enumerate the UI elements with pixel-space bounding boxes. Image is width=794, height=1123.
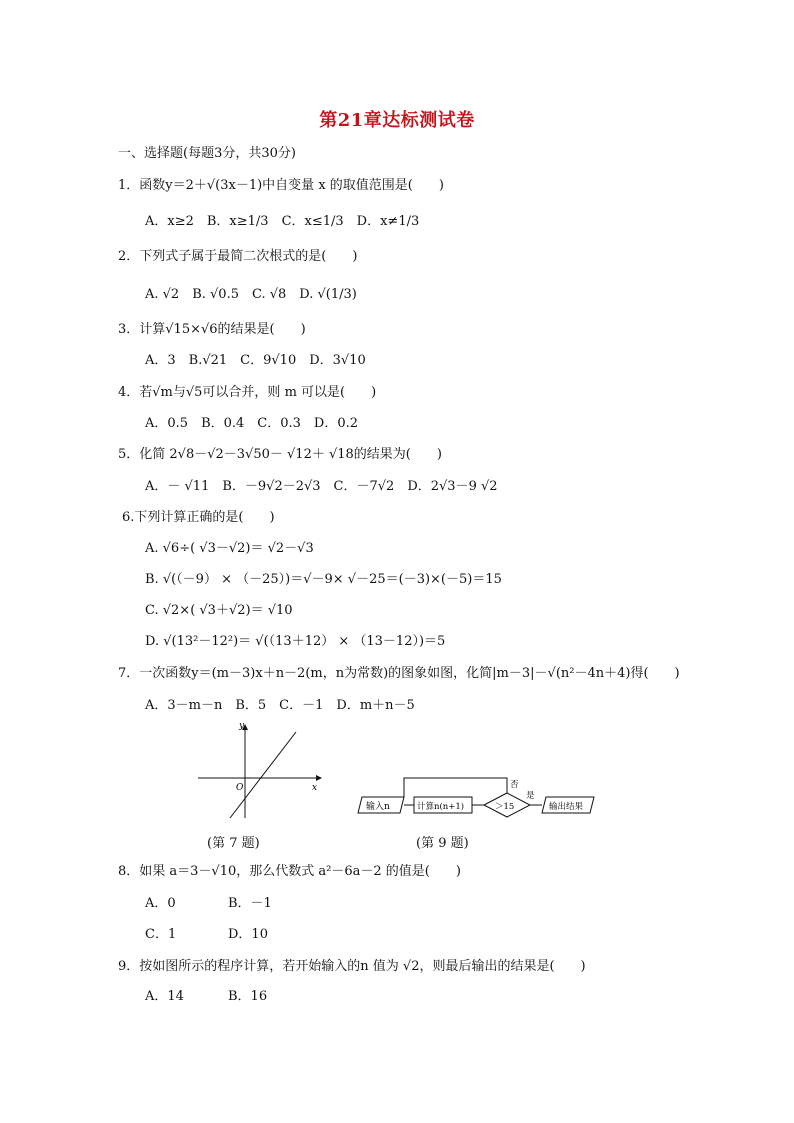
x-axis-label: x <box>312 783 318 793</box>
question-9-option-b: B．16 <box>228 989 268 1004</box>
question-6-option-b: B. √(（－9） × （－25）)＝√－9× √－25＝(－3)×(－5)＝15 <box>145 572 502 587</box>
question-6-option-d: D. √(13²－12²)＝ √(（13＋12） × （13－12）)＝5 <box>145 634 446 649</box>
question-9-option-a: A．14 <box>145 989 184 1004</box>
section-heading: 一、选择题(每题3分，共30分) <box>118 146 296 161</box>
x-axis-arrow-icon <box>316 775 322 781</box>
question-8-option-a: A．0 <box>145 896 176 911</box>
loop-back-arrow <box>404 778 507 797</box>
figure-7-graph <box>190 722 330 822</box>
question-1-options: A．x≥2 B．x≥1/3 C．x≤1/3 D．x≠1/3 <box>145 214 420 229</box>
compute-label: 计算n(n+1) <box>417 802 465 812</box>
input-label: 输入n <box>366 802 390 812</box>
question-8-option-b: B．－1 <box>228 896 272 911</box>
question-4: 4．若√m与√5可以合并，则 m 可以是( ) <box>118 385 377 400</box>
question-6-option-c: C. √2×( √3＋√2)＝ √10 <box>145 603 293 618</box>
question-8: 8．如果 a＝3－√10，那么代数式 a²－6a－2 的值是( ) <box>118 864 461 879</box>
question-5-options: A．－ √11 B．－9√2－2√3 C．－7√2 D．2√3－9 √2 <box>145 479 498 494</box>
question-9: 9．按如图所示的程序计算，若开始输入的n 值为 √2，则最后输出的结果是( ) <box>118 959 586 974</box>
y-axis-label: y <box>239 722 245 731</box>
question-4-options: A．0.5 B．0.4 C．0.3 D．0.2 <box>145 416 359 431</box>
page-title: 第21章达标测试卷 <box>319 110 475 131</box>
yes-label: 是 <box>526 791 535 801</box>
no-label: 否 <box>510 780 519 790</box>
figure-7-caption: (第 7 题) <box>207 836 260 851</box>
figure-9-flowchart <box>354 772 602 824</box>
output-label: 输出结果 <box>549 802 584 812</box>
question-7: 7．一次函数y＝(m－3)x＋n－2(m，n为常数)的图象如图，化简|m－3|－√(n²－4n＋4)得( ) <box>118 666 680 681</box>
question-3-options: A．3 B.√21 C．9√10 D．3√10 <box>145 353 366 368</box>
origin-label: O <box>236 783 244 793</box>
figure-9-caption: (第 9 题) <box>416 836 469 851</box>
question-5: 5．化简 2√8－√2－3√50－ √12＋ √18的结果为( ) <box>118 447 442 462</box>
question-6: 6.下列计算正确的是( ) <box>122 510 275 525</box>
question-3: 3．计算√15×√6的结果是( ) <box>118 322 306 337</box>
compare-label: ＞15 <box>495 802 515 812</box>
question-8-option-d: D．10 <box>228 927 268 942</box>
question-8-option-c: C．1 <box>145 927 177 942</box>
question-1: 1．函数y＝2＋√(3x－1)中自变量 x 的取值范围是( ) <box>118 178 444 193</box>
question-7-options: A．3－m－n B．5 C．－1 D．m＋n－5 <box>145 698 415 713</box>
question-2-options: A. √2 B. √0.5 C. √8 D. √(1/3) <box>145 287 357 302</box>
question-6-option-a: A. √6÷( √3－√2)＝ √2－√3 <box>145 541 314 556</box>
function-line <box>230 732 296 818</box>
question-2: 2．下列式子属于最简二次根式的是( ) <box>118 249 358 264</box>
